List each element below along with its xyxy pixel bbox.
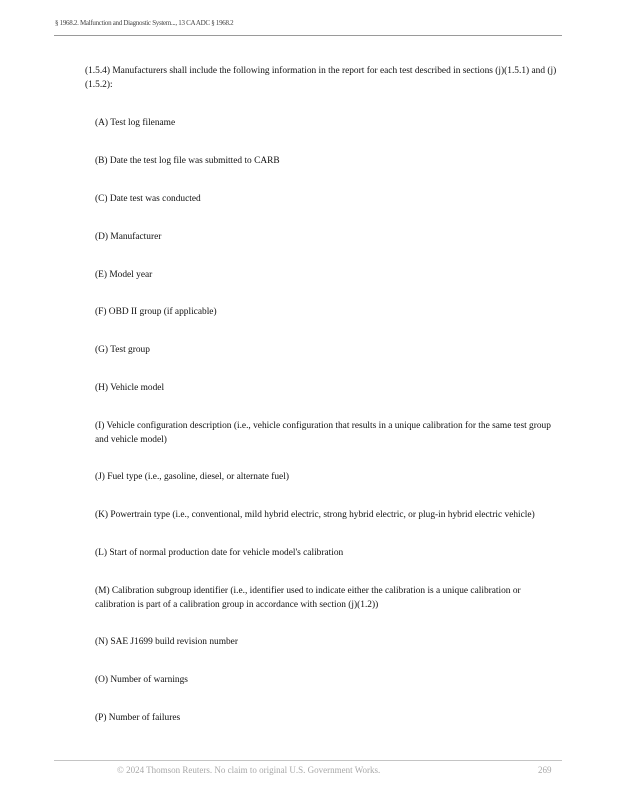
list-item: (P) Number of failures [95,713,181,723]
list-item: (E) Model year [95,270,153,280]
list-item: (M) Calibration subgroup identifier (i.e., identifier used to indicate either the calibration is a unique calibration or calibration is part of a calibration group in accordance with section (j)(1.2)) [95,586,521,610]
list-item: (F) OBD II group (if applicable) [95,307,217,317]
list-item: (D) Manufacturer [95,232,162,242]
header-divider [54,35,562,36]
running-header: § 1968.2. Malfunction and Diagnostic System..., 13 CA ADC § 1968.2 [55,19,234,27]
list-item: (N) SAE J1699 build revision number [95,637,238,647]
list-item: (C) Date test was conducted [95,194,201,204]
list-item: (A) Test log filename [95,118,176,128]
copyright-notice: © 2024 Thomson Reuters. No claim to original U.S. Government Works. [117,765,381,775]
list-item: (B) Date the test log file was submitted to CARB [95,156,280,166]
list-item: (O) Number of warnings [95,675,188,685]
section-intro-paragraph: (1.5.4) Manufacturers shall include the following information in the report for each test described in sections (j)(1.5.1) and (j)(1.5.2): [85,66,557,90]
list-item: (J) Fuel type (i.e., gasoline, diesel, or alternate fuel) [95,472,289,482]
footer-divider [54,760,562,761]
list-item: (L) Start of normal production date for vehicle model's calibration [95,548,344,558]
list-item: (K) Powertrain type (i.e., conventional, mild hybrid electric, strong hybrid electric, or plug-in hybrid electric vehicle) [95,510,535,520]
page-number: 269 [538,765,552,775]
list-item: (H) Vehicle model [95,383,165,393]
list-item: (I) Vehicle configuration description (i.e., vehicle configuration that results in a unique calibration for the same test group and vehicle model) [95,421,551,445]
list-item: (G) Test group [95,345,150,355]
